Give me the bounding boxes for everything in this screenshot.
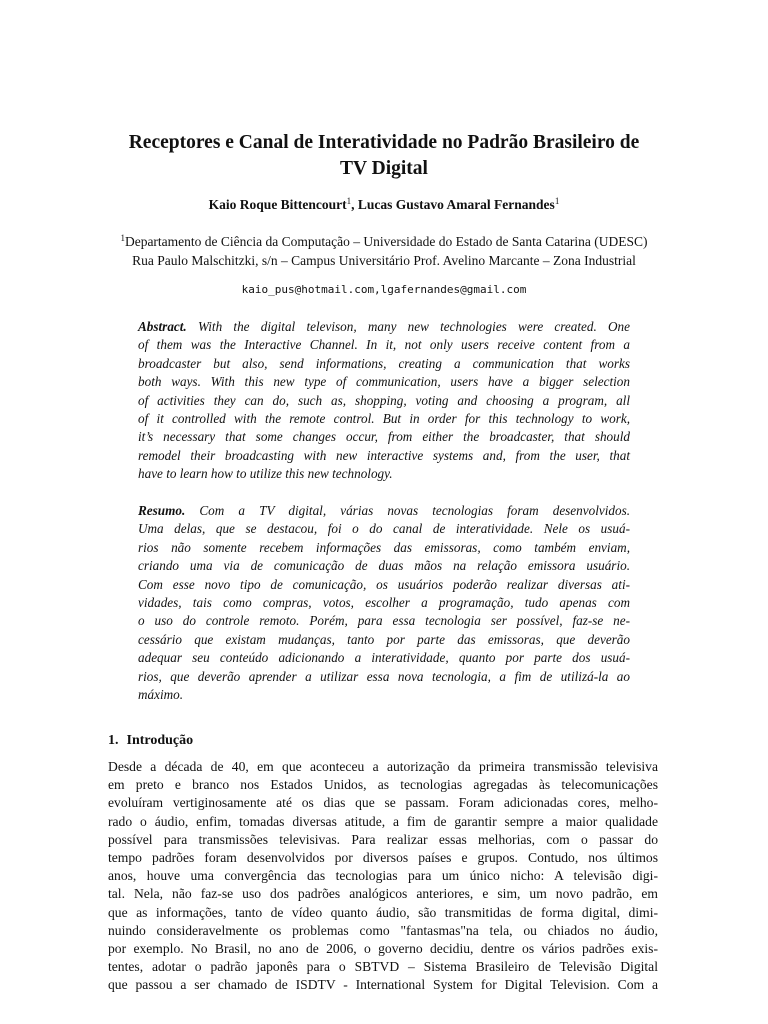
resumo-line: o uso do controle remoto. Porém, para essa tecnologia ser possível, faz-se ne- [138,613,630,629]
abstract-portuguese [138,502,630,704]
resumo-line: criando uma via de comunicação de duas mãos na relação emissora usuário. [138,558,630,574]
author-name: Kaio Roque Bittencourt [208,197,347,212]
resumo-line: máximo. [138,687,184,703]
paper-title [60,130,708,182]
abstract-line: of them was the Interactive Channel. In it, not only users receive content from a [138,337,630,353]
affiliation-block [60,232,708,270]
body-line: tentes, adotar o padrão japonês para o SBTVD – Sistema Brasileiro de Televisão Digital [108,959,658,975]
section-heading [108,732,193,750]
resumo-line: vidades, tais como compras, votos, escolher a programação, tudo apenas com [138,595,630,611]
abstract-line: both ways. With this new type of communication, users have a bigger selection [138,374,630,390]
resumo-line: adequar seu conteúdo adicionando a interatividade, quanto por parte dos usuá- [138,650,630,666]
body-line: que as informações, tanto de vídeo quanto áudio, são transmitidas de forma digital, dimi- [108,904,658,920]
body-line: por exemplo. No Brasil, no ano de 2006, o governo decidiu, dentre os vários padrões exis- [108,941,658,957]
body-line: nuindo consideravelmente os problemas como "fantasmas"na tela, ou chiados no áudio, [108,922,658,938]
affiliation-marker: 1 [554,196,560,206]
resumo-line: Uma delas, que se destacou, foi o do canal de interatividade. Nele os usuá- [138,521,630,537]
section-number: 1. [108,733,119,748]
abstract-line: have to learn how to utilize this new technology. [138,466,393,482]
resumo-text: Com a TV digital, várias novas tecnologias foram desenvolvidos. [199,503,630,518]
abstract-line [138,318,630,336]
resumo-line: cessário que existam mudanças, tanto por parte das emissoras, que deverão [138,631,630,647]
abstract-line: it’s necessary that some changes occur, from either the broadcaster, that should [138,429,630,445]
abstract-label: Abstract. [138,319,187,334]
section-body [108,758,658,995]
abstract-line: remodel their broadcasting with new interactive systems and, from the user, that [138,447,630,463]
affiliation-marker: 1 [120,233,125,243]
resumo-line: rios não somente recebem informações das emissoras, como também enviam, [138,539,630,555]
section-title: Introdução [126,733,194,748]
body-line: evoluíram vertiginosamente até os dias que se passam. Foram adicionadas cores, melho- [108,795,658,811]
body-line: anos, houve uma convergência das tecnologias para um único nicho: A televisão digi- [108,868,658,884]
author-separator: , [351,197,358,212]
author-list [60,196,708,214]
title-line: Receptores e Canal de Interatividade no Padrão Brasileiro de [128,132,640,153]
body-line: que passou a ser chamado de ISDTV - International System for Digital Television. Com a [108,977,658,993]
body-line: tempo padrões foram desenvolvidos por diversos países e grupos. Contudo, nos últimos [108,850,658,866]
abstract-line: broadcaster but also, send informations, creating a communication that works [138,355,630,371]
body-line: tal. Nela, não faz-se uso dos padrões analógicos anteriores, e sim, um novo padrão, em [108,886,658,902]
author-emails: kaio_pus@hotmail.com,lgafernandes@gmail.com [241,283,527,296]
abstract-text: With the digital televison, many new technologies were created. One [197,319,630,334]
abstract-line: of activities they can do, such as, shopping, voting and choosing a program, all [138,392,630,408]
abstract-line: of it controlled with the remote control. But in order for this technology to work, [138,411,630,427]
resumo-line: Com esse novo tipo de comunicação, os usuários poderão realizar diversas ati- [138,576,630,592]
abstract-english [138,318,630,484]
resumo-line: rios, que deverão aprender a utilizar essa nova tecnologia, a fim de utilizá-la ao [138,668,630,684]
affiliation-marker: 1 [346,196,352,206]
body-line: em preto e branco nos Estados Unidos, as tecnologias agregadas às telecomunicações [108,777,658,793]
body-line: Desde a década de 40, em que aconteceu a autorização da primeira transmissão televisiva [108,759,658,774]
affiliation-line [60,232,708,251]
body-line: rado o áudio, enfim, tomadas diversas atitude, a fim de garantir sempre a maior qualidade [108,813,658,829]
title-line: TV Digital [340,158,428,179]
resumo-label: Resumo. [138,503,186,518]
affiliation-address: Rua Paulo Malschitzki, s/n – Campus Universitário Prof. Avelino Marcante – Zona Industrial [132,253,636,268]
affiliation-department: Departamento de Ciência da Computação – Universidade do Estado de Santa Catarina (UDESC) [124,234,648,249]
body-line: possível para transmissões televisivas. Para realizar essas melhorias, com o passar do [108,831,658,847]
resumo-line [138,502,630,520]
author-name: Lucas Gustavo Amaral Fernandes [357,197,555,212]
